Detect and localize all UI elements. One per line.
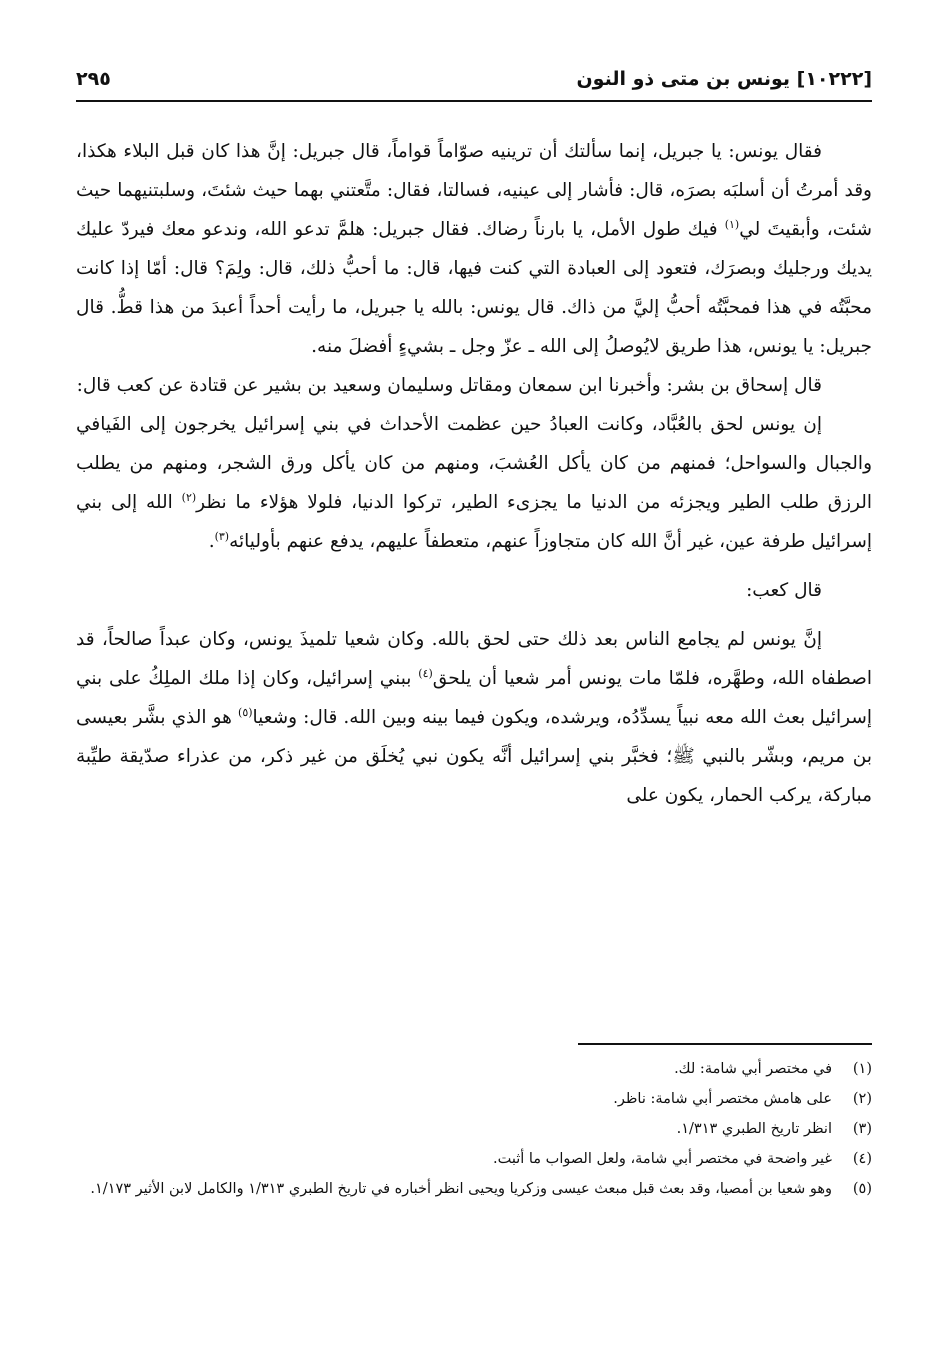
footnote-ref-1: (١)	[724, 217, 740, 231]
footnote-ref-3: (٣)	[214, 529, 230, 543]
footnote-ref-4: (٤)	[418, 666, 433, 680]
body-text	[76, 132, 872, 825]
footnote-ref-2: (٢)	[181, 490, 197, 504]
footnote-4: (٤) غير واضحة في مختصر أبي شامة، ولعل الصواب ما أثبت.	[492, 1151, 872, 1167]
paragraph-isnad: قال إسحاق بن بشر: وأخبرنا ابن سمعان ومقاتل وسليمان وسعيد بن بشير عن قتادة عن كعب قال:	[76, 375, 822, 396]
footnote-1: (١) في مختصر أبي شامة: لك.	[674, 1061, 872, 1077]
page-number: ٢٩٥	[76, 68, 111, 90]
footnote-3: (٣) انظر تاريخ الطبري ١/٣١٣.	[676, 1121, 872, 1137]
paragraph-qala-kaab: قال كعب:	[746, 580, 822, 601]
page-header	[76, 60, 872, 94]
footnote-2: (٢) على هامش مختصر أبي شامة: ناظر.	[613, 1091, 872, 1107]
footnote-rule	[578, 1043, 872, 1045]
paragraph-shaya: إنَّ يونس لم يجامع الناس بعد ذلك حتى لحق بالله. وكان شعيا تلميذَ يونس، وكان عبداً صالحاً، قد اصطفاه الله، وطهَّره، فلمّا مات يونس أمر شعيا أن يلحق$^{(٤)}$ ببني إسرائيل، وكان إذا ملك الملِكُ على بني إسرائيل بعث الله معه نبياً يسدِّدُه، ويرشده، ويكون فيما بينه وبين الله. قال: وشعيا$^{(٥)}$ هو الذي بشَّر بعيسى بن مريم، وبشّر بالنبي ﷺ؛ فخبَّر بني إسرائيل أنَّه يكون نبي يُخلَق من غير ذكر، من عذراء صدّيقة طيِّبة مباركة، يركب الحمار، يكون على	[76, 629, 872, 806]
paragraph-jibril-dialogue: فقال يونس: يا جبريل، إنما سألتك أن ترينيه صوّاماً قواماً، قال جبريل: إنَّ هذا كان قبل البلاء هكذا، وقد أمرتُ أن أسلبَه بصرَه، قال: فأشار إلى عينيه، فسالتا، فقال: متَّعتني بهما حيث شئتَ، وسلبتنيهما حيث شئت، وأبقيتَ لي$^{(١)}$ فيك طول الأمل، يا بارناً رضاك. فقال جبريل: هلمَّ تدعو الله، وندعو معك فيردّ عليك يديك ورجليك وبصرَك، فتعود إلى العبادة التي كنت فيها، قال: ما أحبُّ ذلك، قال: ولِمَ؟ قال: أمّا إذا كانت محبَّتُه في هذا فمحبَّتُه أحبُّ إليَّ من ذاك. قال يونس: بالله يا جبريل، ما رأيت أحداً أعبدَ من هذا قطُّ. قال جبريل: يا يونس، هذا طريق لايُوصلُ إلى الله ـ عزّ وجل ـ بشيءٍ أفضلَ منه.	[76, 141, 872, 357]
running-head: [١٠٢٢٢] يونس بن متى ذو النون	[576, 68, 872, 90]
footnote-ref-5: (٥)	[238, 705, 253, 719]
paragraph-ubbad: إن يونس لحق بالعُبَّاد، وكانت العبادُ حين عظمت الأحداث في بني إسرائيل يخرجون إلى الفَيافي والجبال والسواحل؛ فمنهم من كان يأكل العُشبَ، ومنهم من كان يأكل ورق الشجر، ومنهم من يطلب الرزق طلب الطير ويجزئه من الدنيا ما يجزىء الطير، تركوا الدنيا، فلولا هؤلاء ما نظر$^{(٢)}$ الله إلى بني إسرائيل طرفة عين، غير أنَّ الله كان متجاوزاً عنهم، متعطفاً عليهم، يدفع عنهم بأوليائه$^{(٣)}$.	[76, 414, 872, 552]
footnote-5: (٥) وهو شعيا بن أمصيا، وقد بعث قبل مبعث عيسى وزكريا ويحيى انظر أخباره في تاريخ الطبري ١/٣١٣ والكامل لابن الأثير ١/١٧٣.	[90, 1181, 872, 1197]
footnotes	[76, 1054, 872, 1204]
header-rule	[76, 100, 872, 102]
